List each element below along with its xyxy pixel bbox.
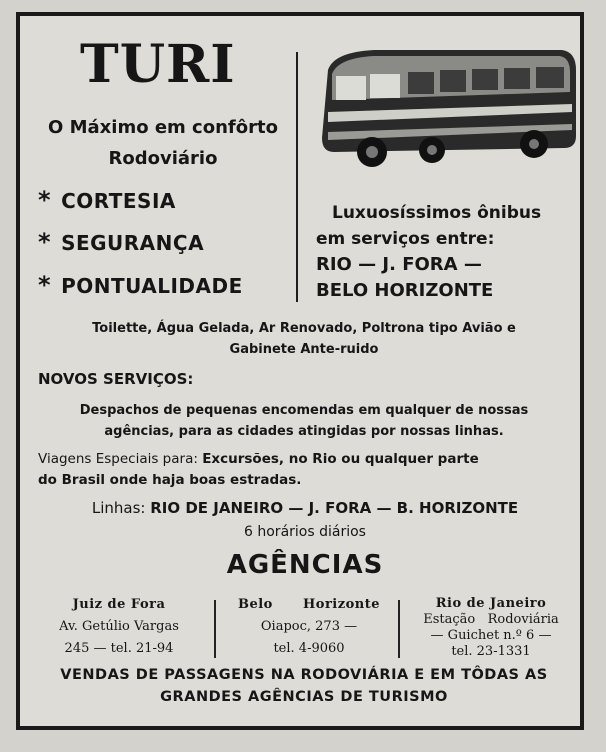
- despachos-line-1: Despachos de pequenas encomendas em qualquer de nossas: [79, 403, 529, 418]
- asterisk-icon: *: [38, 228, 52, 256]
- viagens-especiais: [38, 449, 572, 491]
- viagens-label: Viagens Especiais para:: [38, 451, 198, 467]
- slogan: [28, 112, 298, 174]
- luxury-route-1: RIO — J. FORA —: [316, 254, 482, 275]
- brand-title: TURI: [80, 34, 236, 95]
- agency-address: Av. Getúlio Vargas: [59, 619, 179, 634]
- agency-juiz-de-fora: [26, 594, 212, 660]
- agency-extra: — Guichet n.º 6 —: [430, 628, 552, 643]
- luxury-line-2: em serviços entre:: [316, 229, 495, 249]
- agency-city: Belo Horizonte: [237, 597, 381, 612]
- agency-address: Estação Rodoviária: [423, 612, 559, 627]
- column-divider: [296, 52, 298, 302]
- bus-illustration-icon: [314, 40, 578, 170]
- agency-divider: [398, 600, 400, 658]
- feature-seguranca: [38, 228, 204, 256]
- asterisk-icon: *: [38, 186, 52, 214]
- agency-phone: 245 — tel. 21-94: [64, 641, 174, 656]
- linhas-label: Linhas:: [91, 499, 146, 517]
- viagens-text-2: do Brasil onde haja boas estradas.: [38, 472, 302, 488]
- novos-servicos-heading: NOVOS SERVIÇOS:: [38, 370, 194, 388]
- footer-sales-notice: [30, 664, 578, 708]
- feature-label: CORTESIA: [61, 189, 176, 213]
- agency-city: Juiz de Fora: [72, 597, 166, 612]
- advertisement-frame: [16, 12, 584, 730]
- feature-label: SEGURANÇA: [61, 231, 205, 255]
- viagens-text-1: Excursões, no Rio ou qualquer parte: [202, 451, 479, 467]
- linhas-route: RIO DE JANEIRO — J. FORA — B. HORIZONTE: [150, 499, 519, 517]
- linhas: [40, 499, 570, 517]
- agencias-title: AGÊNCIAS: [226, 550, 384, 580]
- despachos-line-2: agências, para as cidades atingidas por nossas linhas.: [104, 424, 504, 439]
- despachos-text: [36, 400, 572, 442]
- feature-label: PONTUALIDADE: [61, 274, 243, 298]
- slogan-line-1: O Máximo em confôrto: [48, 117, 278, 138]
- luxury-service-block: [316, 200, 568, 304]
- agency-rio-de-janeiro: [402, 596, 580, 660]
- luxury-route-2: BELO HORIZONTE: [316, 280, 494, 301]
- luxury-line-1: Luxuosíssimos ônibus: [332, 203, 542, 223]
- agency-phone: tel. 23-1331: [451, 644, 531, 659]
- footer-line-1: VENDAS DE PASSAGENS NA RODOVIÁRIA E EM TÔDAS AS: [60, 667, 548, 683]
- slogan-line-2: Rodoviário: [108, 148, 218, 169]
- agency-address: Oiapoc, 273 —: [260, 619, 358, 634]
- feature-pontualidade: [38, 271, 243, 299]
- amenities: [34, 318, 574, 360]
- amenities-line-2: Gabinete Ante-ruido: [229, 342, 379, 357]
- agency-phone: tel. 4-9060: [273, 641, 345, 656]
- footer-line-2: GRANDES AGÊNCIAS DE TURISMO: [160, 689, 448, 705]
- agency-belo-horizonte: [220, 594, 398, 660]
- amenities-line-1: Toilette, Água Gelada, Ar Renovado, Poltrona tipo Avião e: [92, 321, 516, 336]
- agency-city: Rio de Janeiro: [435, 596, 547, 611]
- horarios: 6 horários diários: [244, 524, 366, 540]
- agency-divider: [214, 600, 216, 658]
- feature-cortesia: [38, 186, 176, 214]
- asterisk-icon: *: [38, 271, 52, 299]
